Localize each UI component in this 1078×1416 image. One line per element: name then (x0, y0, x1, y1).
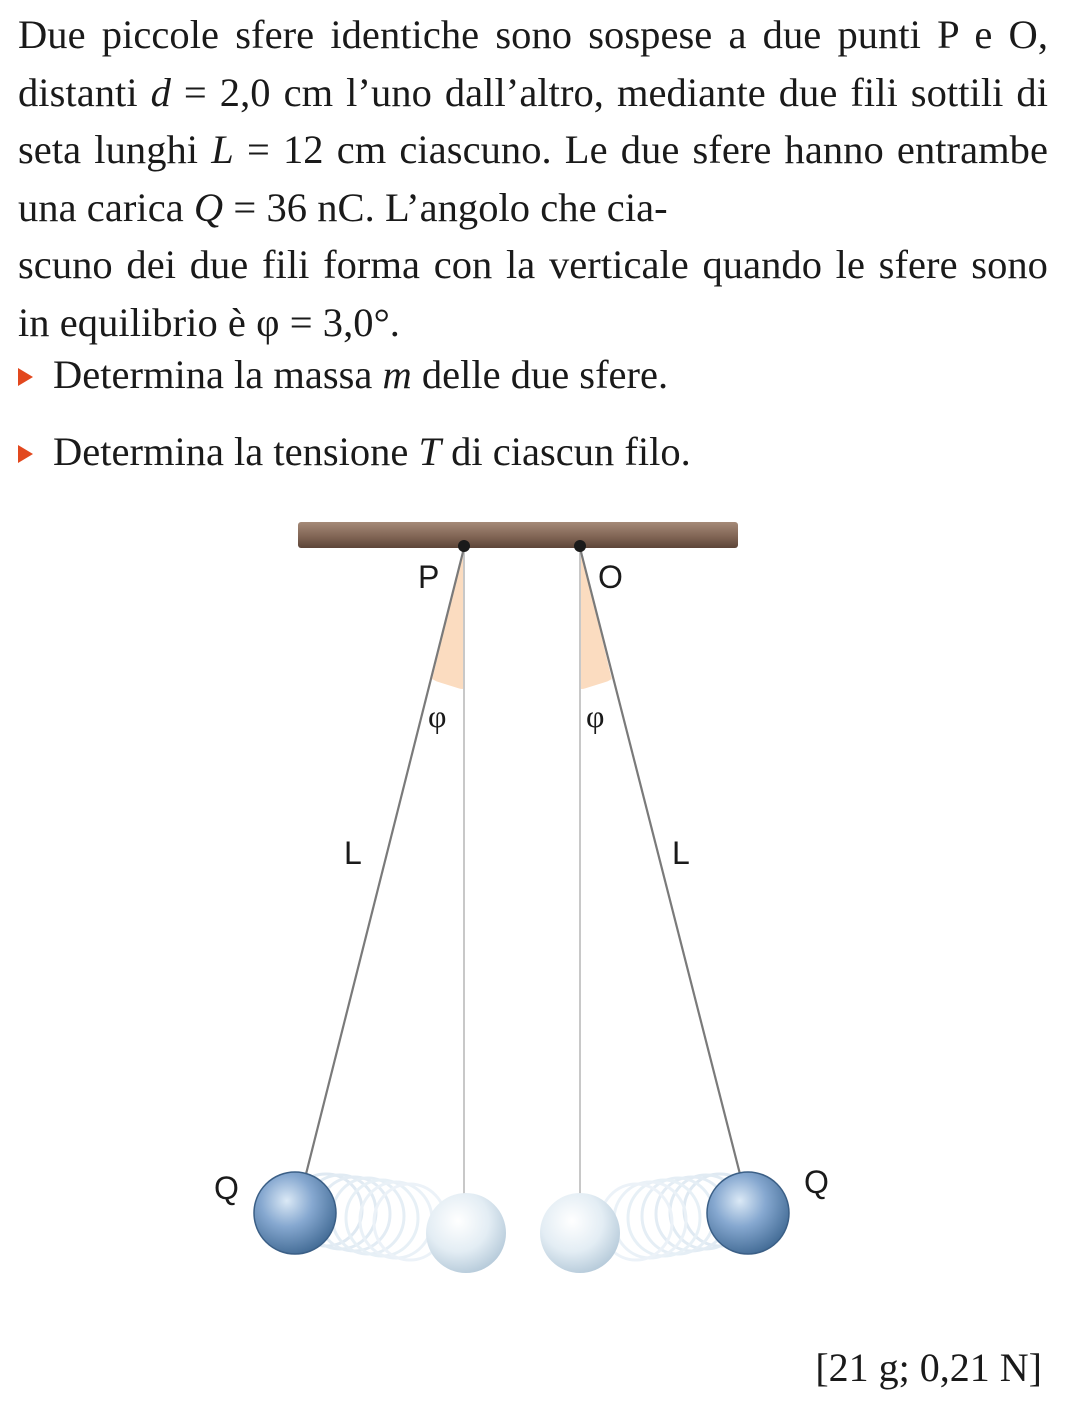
problem-text-part: = 36 nC. L’angolo che cia- (223, 184, 668, 230)
question-text: di ciascun filo. (441, 429, 691, 474)
question-text: Determina la tensione (53, 429, 419, 474)
pendulum-diagram (0, 500, 1078, 1320)
problem-text-part: = 2,0 cm l’uno dall’altro, mediante due fili sottili di seta lunghi (18, 69, 1049, 172)
problem-text-part: = 12 cm ciascuno. Le due sfere hanno entrambe una carica (18, 127, 1048, 230)
question-text: Determina la massa (53, 352, 383, 397)
symbol-m: m (382, 352, 412, 397)
symbol-T: T (418, 429, 442, 474)
sphere-left (254, 1172, 336, 1254)
label-P: P (418, 559, 440, 595)
label-Q-left: Q (214, 1170, 239, 1206)
bullet-icon (18, 368, 33, 386)
label-phi-left: φ (428, 698, 447, 734)
bullet-icon (18, 445, 33, 463)
label-Q-right: Q (804, 1164, 829, 1200)
point-O (574, 540, 586, 552)
thread-left (304, 548, 464, 1182)
label-L-right: L (672, 835, 690, 871)
sphere-right (707, 1172, 789, 1254)
problem-text-part: scuno dei due fili forma con la verticale quando le sfere sono in equilibrio è (18, 242, 1048, 345)
symbol-Q: Q (193, 184, 224, 230)
problem-statement (18, 6, 1048, 351)
symbol-d: d (150, 69, 171, 115)
question-tension (18, 423, 1058, 480)
answer-text: [21 g; 0,21 N] (815, 1345, 1042, 1390)
symbol-L: L (211, 127, 234, 172)
question-text: delle due sfere. (411, 352, 669, 397)
angle-value: φ = 3,0°. (256, 299, 400, 345)
question-mass (18, 346, 1058, 403)
ghost-sphere-left (426, 1193, 506, 1273)
ceiling-bar (298, 522, 738, 548)
label-O: O (598, 559, 623, 595)
problem-text-part: Due piccole sfere identiche sono sospese a due punti P e O, distanti (18, 12, 1048, 115)
label-phi-right: φ (586, 698, 605, 734)
thread-right (580, 548, 742, 1182)
point-P (458, 540, 470, 552)
label-L-left: L (344, 835, 362, 871)
ghost-sphere-right (540, 1193, 620, 1273)
